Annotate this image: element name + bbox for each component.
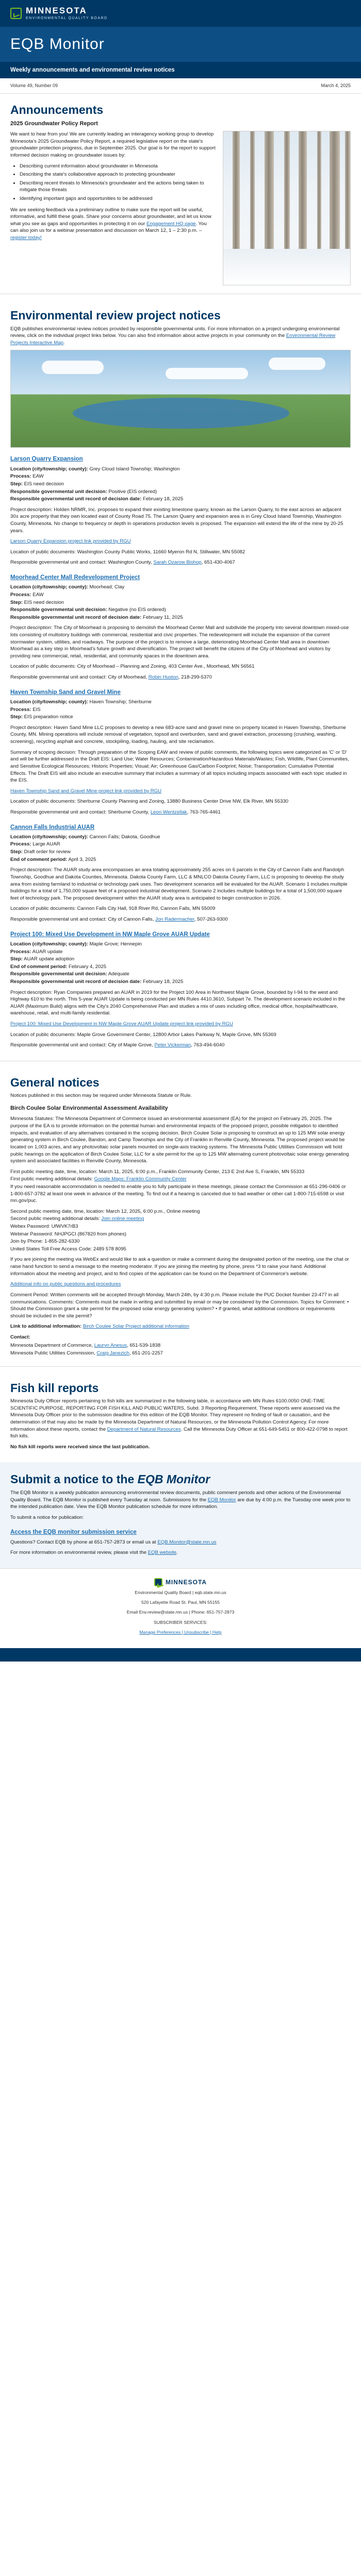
contact-link[interactable]: Craig Janezich xyxy=(96,1350,129,1357)
mn-logo[interactable] xyxy=(10,6,108,21)
interactive-map-link[interactable]: Environmental Review Projects Interactive Map xyxy=(10,333,336,346)
general-intro: Notices published in this section may be required under Minnesota Statute or Rule. xyxy=(10,1093,192,1099)
contact-link[interactable]: Lauryn Anesus xyxy=(94,1342,127,1348)
scoping-summary: Summary of scoping decision: Through preparation of the Scoping EAW and review of public comments, the following topics were categorized as 'C' or 'D' and will be further addressed in the Draft EIS: Land Use; Water Resources; Contamination/Hazardous Materials/Wastes; Fish, Wildlife, Plant Communities, and Sensitive Ecological Resources; Historic Properties; Visual; Air; Greenhouse Gas/Carbon Footprint; Noise; Transportation; Cumulative Potential Effects. The Draft EIS will also include an executive summary that includes a summary of all topics including impacts associated with each topic studied in the EIS. xyxy=(10,749,349,784)
public-documents-location: Location of public documents: City of Moorhead – Planning and Zoning, 403 Center Ave., Moorhead, MN 56561 xyxy=(10,664,255,670)
fish-kill-section xyxy=(0,1372,361,1458)
project-notice: Haven Township Sand and Gravel Mine Location (city/township; county): Haven Township; Sherburne Process: EIS Step: EIS preparation notice Project description: Haven Sand Mine LLC proposes to develop a new 683-acre sand and gravel mine on property located in Haven Township, Sherburne County, MN. Mining operations will include removal of vegetation, topsoil and overburden, sand and gravel extraction, processing (crushing, washing, screening), recycling asphalt and concrete, stockpiling, loading, hauling, and site reclamation. Summary of scoping decision: Through preparation of the Scoping EAW and review of public comments, the following topics were categorized as 'C' or 'D' and will be further addressed in the Draft EIS: Land Use; Water Resources; Contamination/Hazardous Materials/Wastes; Fish, Wildlife, Plant Communities, and Sensitive Ecological Resources; Historic Properties; Visual; Air; Greenhouse Gas/Carbon Footprint; Noise; Transportation; Cumulative Potential Effects. The Draft EIS will also include an executive summary that includes a summary of all topics including impacts associated with each topic studied in the EIS. Haven Township Sand and Gravel Mine project link provided by RGU Location of public documents: Sherburne County Planning and Zoning, 13880 Business Center Drive NW, Elk River, MN 55330 Responsible governmental unit and contact: Sherburne County, Leon Wentzellak, 763-765-4461 xyxy=(10,688,351,816)
public-documents-location: Location of public documents: Cannon Falls City Hall, 918 River Rd, Cannon Falls, MN 55009 xyxy=(10,906,216,912)
footer-logo: MINNESOTA xyxy=(154,1578,207,1586)
project-title-link[interactable]: Cannon Falls Industrial AUAR xyxy=(10,824,95,831)
email-link[interactable]: EQB.Monitor@state.mn.us xyxy=(157,1539,217,1545)
webex-note: If you are joining the meeting via WebEx and would like to ask a question or make a comment during the designated portion of the meeting, use the chat or raise hand function to send a message to the meeting moderator. If you are joining the meeting by phone, press *3 to raise your hand. Additional information about the meeting and project, and to find copies of the application can be found on the Department of Commerce's website. xyxy=(10,1257,349,1277)
list-item: • Describing current information about groundwater in Minnesota xyxy=(20,163,216,170)
announcement-paragraph: We want to hear from you! We are currently leading an interagency working group to develop Minnesota's 2025 Groundwater Policy Report, a required legislative report on the state's groundwater protection progress, due in September 2025. Our goal is for the report to support informed decision making on groundwater issues by: xyxy=(10,131,216,158)
project-description: Project description: Haven Sand Mine LLC proposes to develop a new 683-acre sand and gravel mine on property located in Haven Township, Sherburne County, MN. Mining operations will include removal of vegetation, topsoil and overburden, sand and gravel extraction, processing (crushing, washing, screening), recycling asphalt and concrete, stockpiling, loading, hauling, and site reclamation. xyxy=(10,724,346,745)
lake-landscape-image xyxy=(10,350,351,448)
first-meeting: First public meeting date, time, location: March 11, 2025, 6:00 p.m., Franklin Community Center, 213 E 2nd Ave S, Franklin, MN 55333 xyxy=(10,1168,305,1175)
join-online-link[interactable]: Join online meeting xyxy=(101,1216,144,1222)
notice-contacts: Contact: Minnesota Department of Commerce, Lauryn Anesus, 651-539-1838 Minnesota Public Utilities Commission, Craig Janezich, 651-201-2257 xyxy=(10,1334,163,1357)
comment-period: Comment Period: Written comments will be accepted through Monday, March 24th, by 4:30 p.m. Please include the PUC Docket Number 23-477 in all communications. Comments: Comments must be made in writing and submitted by email or may be considered by the Commission. Topics for Comment: • Should the Commission grant a site permit for the proposed solar energy generating system? • If granted, what additional conditions or requirements should be included in the site permit? xyxy=(10,1292,349,1319)
logo-subtitle: ENVIRONMENTAL QUALITY BOARD xyxy=(26,16,108,20)
general-notices-heading: General notices xyxy=(10,1075,100,1089)
dnr-link[interactable]: Department of Natural Resources xyxy=(107,1426,181,1432)
rgu-contact: Responsible governmental unit and contact: Washington County, Sarah Ozarow Bishop, 651-430-4067 xyxy=(10,560,235,566)
erpn-intro: EQB publishes environmental review notices provided by responsible governmental units. For more information on a project undergoing environmental review, click on the individual project links below. You can also find information about active projects in your community on the Environmental Review Projects Interactive Map. xyxy=(10,326,340,346)
second-meeting: Second public meeting date, time, location: March 12, 2025, 6:00 p.m., Online meeting xyxy=(10,1208,200,1214)
submit-heading: Submit a notice to the EQB Monitor xyxy=(10,1472,210,1486)
eqb-monitor-link[interactable]: EQB Monitor xyxy=(207,1497,236,1503)
submission-service-link[interactable]: Access the EQB monitor submission service xyxy=(10,1529,137,1536)
announcements-section xyxy=(0,94,361,289)
footer: MINNESOTA Environmental Quality Board | eqb.state.mn.us 520 Lafayette Road St. Paul, MN 55155 Email Env.review@state.mn.us | Phone: 651-757-2873 SUBSCRIBER SERVICES: Manage Preferences | Unsubscribe | Help xyxy=(0,1568,361,1648)
volume-number: Volume 49, Number 09 xyxy=(10,83,58,89)
general-notices-section: General notices Notices published in this section may be required under Minnesota Statute or Rule. Birch Coulee Solar Environmental Assessment Availability Minnesota Statutes: The Minnesota Department of Commerce issued an environmental assessment (EA) for the project on February 25, 2025. The purpose of the EA is to provide information on the potential human and environmental impacts of the proposed project, possible mitigation to identified impacts, and evaluation of any alternatives contained in the scoping decision. Birch Coulee Solar is proposing to construct an up to 125 MW solar energy generating system in Birch Coulee, Bandon, and Camp Townships and the City of Franklin in Renville County, Minnesota. The proposed project would be located on 1,003 acres, and any photovoltaic solar panels mounted on single-axis tracking systems. The Minnesota Public Utilities Commission will hold public hearings on the application of Birch Coulee Solar, LLC for a site permit for the up to 125 MW alternating current photovoltaic solar energy generating system and associated facilities in Renville County, Minnesota. First public meeting date, time, location: March 11, 2025, 6:00 p.m., Franklin Community Center, 213 E 2nd Ave S, Franklin, MN 55333 First public meeting additional details: Google Maps: Franklin Community Center If you need reasonable accommodation is needed to enable you to fully participate in these meetings, please contact the Commission at 651-296-0406 or 1-800-657-3782 at least one week in advance of the meeting. To find out if a hearing is canceled due to bad weather or other call 1-800-715-6598 or visit mn.gov/puc. Second public meeting date, time, location: March 12, 2025, 6:00 p.m., Online meeting Second public meeting additional details: Join online meeting Webex Password: UfWVK7rB3 Webinar Password: NHJPGCI (867820 from phones) Join by Phone: 1-855-282-6330 United States Toll Free Access Code: 2489 578 8095 If you are joining the meeting via WebEx and would like to ask a question or make a comment during the designated portion of the meeting, use the chat or raise hand function to send a message to the meeting moderator. If you are joining the meeting by phone, press *3 to raise your hand. Additional information about the meeting and project, and to find copies of the application can be found on the Department of Commerce's website. Additional info on public questions and procedures Comment Period: Written comments will be accepted through Monday, March 24th, by 4:30 p.m. Please include the PUC Docket Number 23-477 in all communications. Comments: Comments must be made in writing and submitted by email or may be considered by the Commission. Topics for Comment: • Should the Commission grant a site permit for the proposed solar energy generating system? • If granted, what additional conditions or requirements should be included in the site permit? Link to additional information: Birch Coulee Solar Project additional information Contact: Minnesota Department of Commerce, Lauryn Anesus, 651-539-1838 Minnesota Public Utilities Commission, Craig Janezich, 651-201-2257 xyxy=(0,1066,361,1361)
fish-kill-heading: Fish kill reports xyxy=(10,1381,99,1395)
notice-title: Birch Coulee Solar Environmental Assessment Availability xyxy=(10,1105,168,1111)
list-item: • Describing the state's collaborative approach to protecting groundwater xyxy=(20,171,216,178)
logo-name: MINNESOTA xyxy=(26,5,87,15)
erpn-heading: Environmental review project notices xyxy=(10,309,221,323)
public-documents-location: Location of public documents: Washington County Public Works, 11660 Myeron Rd N, Stillwater, MN 55082 xyxy=(10,549,245,555)
contact-name-link[interactable]: Robin Huston xyxy=(148,674,178,681)
rgu-contact: Responsible governmental unit and contact: City of Moorhead, Robin Huston, 218-299-5370 xyxy=(10,674,212,681)
notice-paragraph: Minnesota Statutes: The Minnesota Department of Commerce issued an environmental assessment (EA) for the project on February 25, 2025. The purpose of the EA is to provide information on the potential human and environmental impacts of the proposed project, possible mitigation to identified impacts, and evaluation of any alternatives contained in the scoping decision. Birch Coulee Solar is proposing to construct an up to 125 MW solar energy generating system in Birch Coulee, Bandon, and Camp Townships and the City of Franklin in Renville County, Minnesota. The proposed project would be located on 1,003 acres, and any photovoltaic solar panels mounted on single-axis tracking systems. The Minnesota Public Utilities Commission will hold public hearings on the application of Birch Coulee Solar, LLC for a site permit for the up to 125 MW alternating current photovoltaic solar energy generating system and associated facilities in Renville County, Minnesota. xyxy=(10,1116,349,1164)
announcement-bullets xyxy=(20,163,216,202)
additional-info-link[interactable]: Birch Coulee Solar Project additional information xyxy=(83,1324,190,1330)
tagline-strip: Weekly announcements and environmental review notices xyxy=(0,62,361,78)
public-documents-location: Location of public documents: Sherburne County Planning and Zoning, 13880 Business Center Drive NW, Elk River, MN 55330 xyxy=(10,799,289,805)
contact-name-link[interactable]: Sarah Ozarow Bishop xyxy=(153,560,202,566)
project-rgu-link[interactable]: Larson Quarry Expansion project link provided by RGU xyxy=(10,538,131,545)
issue-date: March 4, 2025 xyxy=(321,83,351,89)
engagement-hq-link[interactable]: Engagement HQ page xyxy=(146,221,196,227)
erpn-section xyxy=(0,299,361,1056)
questions-procedures-link[interactable]: Additional info on public questions and procedures xyxy=(10,1281,121,1287)
public-documents-location: Location of public documents: Maple Grove Government Center, 12800 Arbor Lakes Parkway N, Maple Grove, MN 55369 xyxy=(10,1031,276,1038)
rgu-contact: Responsible governmental unit and contact: City of Cannon Falls, Jon Radermacher, 507-263-9300 xyxy=(10,916,228,922)
project-title-link[interactable]: Moorhead Center Mall Redevelopment Project xyxy=(10,574,140,581)
list-item: • Identifying important gaps and opportunities to be addressed xyxy=(20,195,216,202)
title-banner xyxy=(0,27,361,62)
no-reports-note: No fish kill reports were received since the last publication. xyxy=(10,1444,150,1450)
contact-name-link[interactable]: Peter Vickerman xyxy=(154,1042,191,1048)
rgu-contact: Responsible governmental unit and contact: Sherburne County, Leon Wentzellak, 763-765-4461 xyxy=(10,809,221,815)
announcement-feedback-paragraph: We are seeking feedback via a preliminary outline to make sure the report will be useful, informative, and fulfill these goals. Share your concerns about groundwater, and let us know what you see as gaps and opportunities in protecting it on our Engagement HQ page. You can also join us for a webinar presentation and discussion on March 12, 1 – 2:30 p.m. – register today! xyxy=(10,207,211,241)
project-description: Project description: Ryan Companies prepared an AUAR in 2019 for the Project 100 Area in Northwest Maple Grove, bounded by I-94 to the west and Highway 610 to the north. This 5-year AUAR Update is being conducted per MN Rules 4410.3610, Subpart 7e. The development scenario included in the AUAR (Maximum Build) aligns with the City's 2040 Comprehensive Plan and studies a mix of uses including office, medical office, hospital/healthcare, warehouse, retail, and multi-family residential. xyxy=(10,989,346,1016)
announcement-subheading: 2025 Groundwater Policy Report xyxy=(10,120,98,127)
announcements-heading: Announcements xyxy=(10,103,104,117)
project-description: Project description: The City of Moorhead is proposing to demolish the Moorhead Center Mall and subdivide the property into several downtown mixed-use lots consisting of multistory buildings with commercial, residential and civic properties. The redevelopment will include the expansion of the current stormwater system, utilities, and roadways. The purpose of the project is to remove a large, deteriorating Moorhead Center Mall area in downtown Moorhead as a key step in Moorhead's future growth and diversification. The project will benefit the citizens of the City of Moorhead and visitors by providing new commercial, retail, residential, and community spaces in the downtown area. xyxy=(10,625,349,659)
project-notice: Larson Quarry Expansion Location (city/township; county): Grey Cloud Island Township; Washington Process: EAW Step: EIS need decision Responsible governmental unit decision: Positive (EIS ordered) Responsible governmental unit record of decision date: February 18, 2025 Project description: Holden NRMR, Inc. proposes to expand their existing limestone quarry, known as the Larson Quarry, to the east across an adjacent 30± acre property that they own located east of County Road 75. The Larson Quarry and expansion area is in Grey Cloud Island Township, Washington County, Minnesota. No change to frequency or depth in operations production levels is proposed. The expansion will extend the life of the mine by 20-25 years. Larson Quarry Expansion project link provided by RGU Location of public documents: Washington County Public Works, 11660 Myeron Rd N, Stillwater, MN 55082 Responsible governmental unit and contact: Washington County, Sarah Ozarow Bishop, 651-430-4067 xyxy=(10,455,351,566)
submit-section: Submit a notice to the EQB Monitor The EQB Monitor is a weekly publication announcing environmental review documents, public comment periods and other actions of the Environmental Quality Board. The EQB Monitor is published every Tuesday at noon. Submissions for the EQB Monitor are due by 4:00 p.m. the Tuesday one week prior to the intended publication date. View the EQB Monitor publication schedule for more information. To submit a notice for publication: Access the EQB monitor submission service Questions? Contact EQB by phone at 651-757-2873 or email us at EQB.Monitor@state.mn.us For more information on environmental review, please visit the EQB website. xyxy=(0,1462,361,1568)
list-item: • Describing recent threats to Minnesota's groundwater and the actions being taken to mitigate those threats xyxy=(20,180,216,194)
project-rgu-link[interactable]: Project 100: Mixed Use Development in NW Maple Grove AUAR Update project link provided by RGU xyxy=(10,1021,233,1027)
contact-name-link[interactable]: Leon Wentzellak xyxy=(150,809,187,815)
project-description: Project description: The AUAR study area encompasses an area totaling approximately 255 acres on 6 parcels in the City of Cannon Falls and Randolph Township, Goodhue and Dakota Counties, Minnesota. Dakota County Farm, LLC & MNLCO Dakota County Farm, LLC is proposing to develop the study area from existing farmland to industrial or technology park uses. Two development scenarios will be evaluated for the AUAR. Scenario 1 includes multiple buildings for a total of 1,750,000 square feet of a proposed industrial development. Scenario 2 includes multiple buildings for a total of 1,500,000 square feet of technology park. The proposed development within the AUAR study area is anticipated to begin construction in 2026. xyxy=(10,867,348,901)
fish-kill-paragraph: Minnesota Duty Officer reports pertaining to fish kills are summarized in the following table, in accordance with MN Rules 6100.0050 ONE-TIME SCIENTIFIC PURPOSE, REPORTING FOR FISH KILL AND PUBLIC WATERS, Subd. 3 Reporting Requirement. These reports were assessed via the Minnesota Duty Officer prior to the submission deadline for this edition of the EQB Monitor. They represent no finding of fault or causation, and the determination of that may also be made by the Minnesota Department of Natural Resources, or the Minnesota Pollution Control Agency. For more information about these reports, contact the Department of Natural Resources. Call the Minnesota Duty Officer at 651-649-5451 or 800-422-0798 to report fish kills. xyxy=(10,1398,348,1439)
map-link[interactable]: Google Maps: Franklin Community Center xyxy=(94,1176,187,1182)
birch-forest-image xyxy=(223,131,351,285)
project-notice: Cannon Falls Industrial AUAR Location (city/township; county): Cannon Falls; Dakota, Goodhue Process: Large AUAR Step: Draft order for review End of comment period: April 3, 2025 Project description: The AUAR study area encompasses an area totaling approximately 255 acres on 6 parcels in the City of Cannon Falls and Randolph Township, Goodhue and Dakota Counties, Minnesota. Dakota County Farm, LLC & MNLCO Dakota County Farm, LLC is proposing to develop the study area from existing farmland to industrial or technology park uses. Two development scenarios will be evaluated for the AUAR. Scenario 1 includes multiple buildings for a total of 1,750,000 square feet of a proposed industrial development. Scenario 2 includes multiple buildings for a total of 1,500,000 square feet of technology park. The proposed development within the AUAR study area is anticipated to begin construction in 2026. Location of public documents: Cannon Falls City Hall, 918 River Rd, Cannon Falls, MN 55009 Responsible governmental unit and contact: City of Cannon Falls, Jon Radermacher, 507-263-9300 xyxy=(10,823,351,923)
project-title-link[interactable]: Larson Quarry Expansion xyxy=(10,456,83,463)
newsletter-title: EQB Monitor xyxy=(10,35,105,53)
mn-state-logo-icon xyxy=(10,8,22,19)
project-description: Project description: Holden NRMR, Inc. proposes to expand their existing limestone quarry, known as the Larson Quarry, to the east across an adjacent 30± acre property that they own located east of County Road 75. The Larson Quarry and expansion area is in Grey Cloud Island Township, Washington County, Minnesota. No change to frequency or depth in operations production levels is proposed. The expansion will extend the life of the mine by 20-25 years. xyxy=(10,506,343,534)
contact-name-link[interactable]: Jon Radermacher xyxy=(155,916,194,922)
project-title-link[interactable]: Project 100: Mixed Use Development in NW Maple Grove AUAR Update xyxy=(10,931,210,938)
footer-bar xyxy=(0,1648,361,1662)
project-rgu-link[interactable]: Haven Township Sand and Gravel Mine project link provided by RGU xyxy=(10,788,162,794)
issue-info xyxy=(0,78,361,94)
project-notice: Project 100: Mixed Use Development in NW Maple Grove AUAR Update Location (city/township; county): Maple Grove; Hennepin Process: AUAR update Step: AUAR update adoption End of comment period: February 4, 2025 Responsible governmental unit decision: Adequate Responsible governmental unit record of decision date: February 18, 2025 Project description: Ryan Companies prepared an AUAR in 2019 for the Project 100 Area in Northwest Maple Grove, bounded by I-94 to the west and Highway 610 to the north. This 5-year AUAR Update is being conducted per MN Rules 4410.3610, Subpart 7e. The development scenario included in the AUAR (Maximum Build) aligns with the City's 2040 Comprehensive Plan and studies a mix of uses including office, medical office, hospital/healthcare, warehouse, retail, and multi-family residential. Project 100: Mixed Use Development in NW Maple Grove AUAR Update project link provided by RGU Location of public documents: Maple Grove Government Center, 12800 Arbor Lakes Parkway N, Maple Grove, MN 55369 Responsible governmental unit and contact: City of Maple Grove, Peter Vickerman, 763-494-6040 xyxy=(10,930,351,1049)
rgu-contact: Responsible governmental unit and contact: City of Maple Grove, Peter Vickerman, 763-494-6040 xyxy=(10,1042,225,1048)
register-link[interactable]: register today! xyxy=(10,235,42,241)
divider xyxy=(0,1366,361,1367)
site-header xyxy=(0,0,361,27)
project-notice: Moorhead Center Mall Redevelopment Project Location (city/township; county): Moorhead; Clay Process: EAW Step: EIS need decision Responsible governmental unit decision: Negative (no EIS ordered) Responsible governmental unit record of decision date: February 11, 2025 Project description: The City of Moorhead is proposing to demolish the Moorhead Center Mall and subdivide the property into several downtown mixed-use lots consisting of multistory buildings with commercial, residential and civic properties. The redevelopment will include the expansion of the current stormwater system, utilities, and roadways. The purpose of the project is to remove a large, deteriorating Moorhead Center Mall area in downtown Moorhead as a key step in Moorhead's future growth and diversification. The project will benefit the citizens of the City of Moorhead and visitors by providing new commercial, retail, residential, and community spaces in the downtown area. Location of public documents: City of Moorhead – Planning and Zoning, 403 Center Ave., Moorhead, MN 56561 Responsible governmental unit and contact: City of Moorhead, Robin Huston, 218-299-5370 xyxy=(10,573,351,681)
subscriber-links[interactable]: Manage Preferences | Unsubscribe | Help xyxy=(139,1629,222,1635)
eqb-website-link[interactable]: EQB website xyxy=(147,1550,177,1556)
project-title-link[interactable]: Haven Township Sand and Gravel Mine xyxy=(10,689,121,696)
mn-state-logo-icon xyxy=(154,1578,162,1586)
accommodation-note: If you need reasonable accommodation is needed to enable you to fully participate in these meetings, please contact the Commission at 651-296-0406 or 1-800-657-3782 at least one week in advance of the meeting. To find out if a hearing is canceled due to bad weather or other call 1-800-715-6598 or visit mn.gov/puc. xyxy=(10,1183,346,1204)
